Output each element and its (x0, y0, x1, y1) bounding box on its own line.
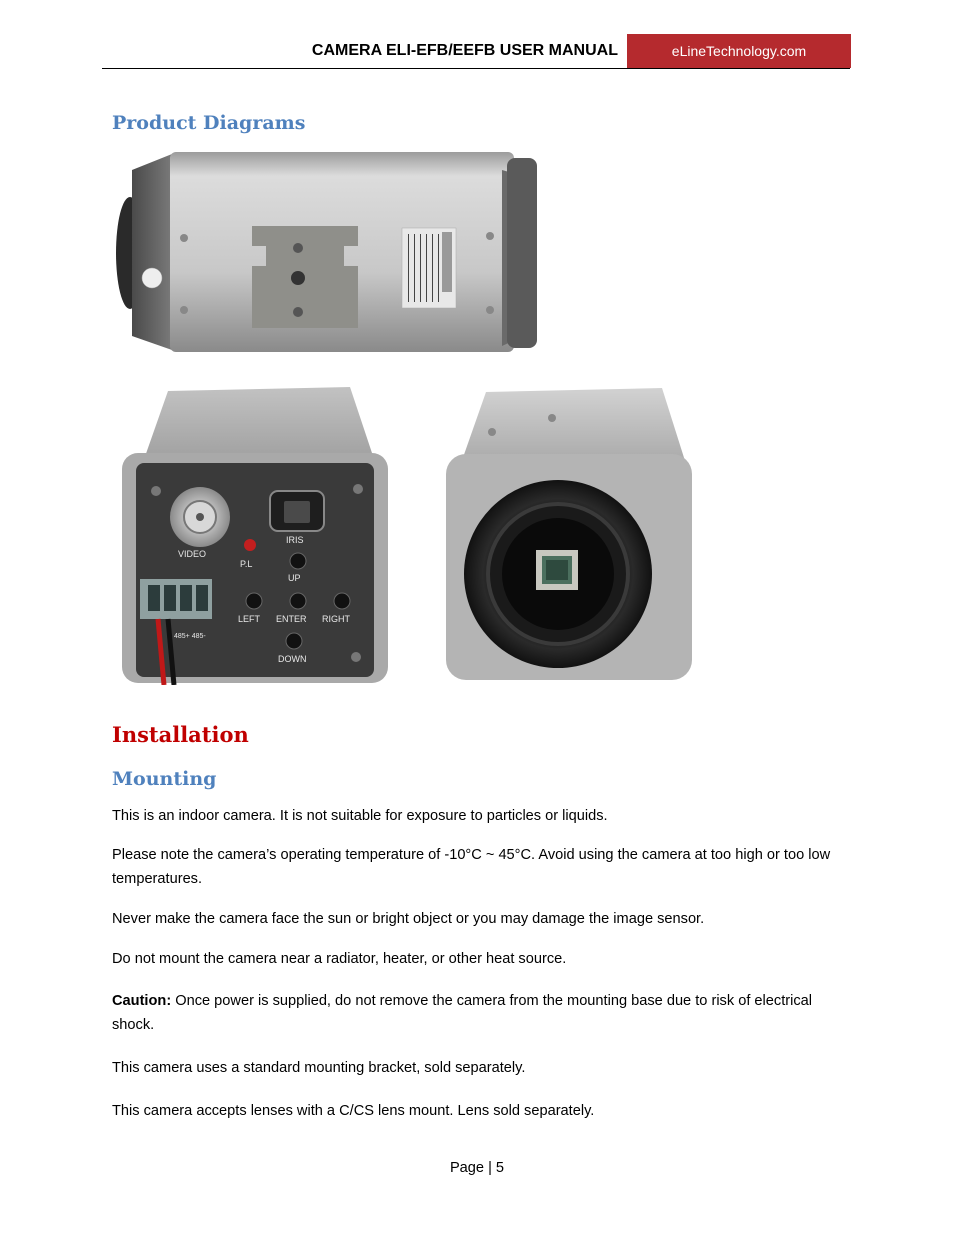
caution-text: Once power is supplied, do not remove the camera from the mounting base due to risk of electrical shock. (112, 993, 813, 1033)
rear-label-right: RIGHT (322, 614, 350, 624)
camera-side-view-photo (112, 150, 538, 356)
paragraph-indoor: This is an indoor camera. It is not suitable for exposure to particles or liquids. (112, 808, 608, 824)
rear-label-rs485: 485+ 485- (174, 633, 206, 640)
paragraph-bracket: This camera uses a standard mounting bracket, sold separately. (112, 1060, 526, 1076)
rear-label-up: UP (288, 573, 301, 583)
section-heading-installation: Installation (112, 722, 249, 747)
header-divider (102, 68, 850, 69)
website-badge: eLineTechnology.com (627, 34, 851, 68)
rear-label-pl: P.L (240, 559, 253, 569)
paragraph-lens-mount: This camera accepts lenses with a C/CS lens mount. Lens sold separately. (112, 1103, 595, 1119)
caution-label: Caution: (112, 993, 172, 1009)
camera-rear-panel-photo (118, 385, 390, 685)
manual-title: CAMERA ELI-EFB/EEFB USER MANUAL (311, 42, 618, 59)
rear-label-enter: ENTER (276, 614, 307, 624)
page-number: Page | 5 (449, 1160, 505, 1176)
camera-front-sensor-photo (440, 386, 694, 684)
rear-label-left: LEFT (238, 614, 261, 624)
paragraph-caution (112, 989, 842, 1037)
section-heading-product-diagrams: Product Diagrams (112, 112, 306, 134)
rear-label-iris: IRIS (286, 535, 304, 545)
paragraph-heat-source: Do not mount the camera near a radiator, heater, or other heat source. (112, 951, 567, 967)
paragraph-temperature: Please note the camera’s operating temperature of -10°C ~ 45°C. Avoid using the camera at too high or too low temperatures. (112, 847, 831, 887)
section-heading-mounting: Mounting (112, 768, 217, 790)
rear-label-down: DOWN (278, 654, 307, 664)
paragraph-sun-warning: Never make the camera face the sun or bright object or you may damage the image sensor. (112, 911, 705, 927)
rear-label-video: VIDEO (178, 549, 207, 559)
